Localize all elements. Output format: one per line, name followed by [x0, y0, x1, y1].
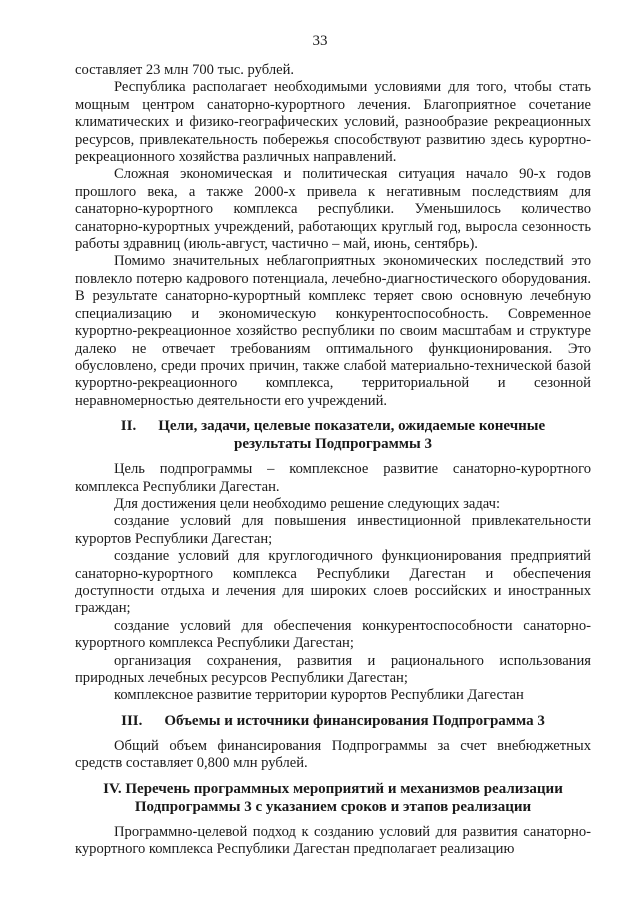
paragraph: Цель подпрограммы – комплексное развитие санаторно-курортного комплекса Республики Дагестан. — [75, 461, 591, 495]
section-heading-4 — [75, 780, 591, 816]
list-item: организация сохранения, развития и рационального использования природных лечебных ресурсов Республики Дагестан; — [75, 652, 591, 686]
paragraph: составляет 23 млн 700 тыс. рублей. — [75, 62, 295, 78]
paragraph: Для достижения цели необходимо решение следующих задач: — [114, 495, 501, 512]
section-number: III. — [121, 712, 143, 729]
section-number: II. — [120, 418, 137, 435]
section-title-cont: результаты Подпрограммы 3 — [234, 436, 432, 453]
paragraph: Помимо значительных неблагоприятных экономических последствий это повлекло потерю кадрового потенциала, лечебно-диагностического оборудования. В результате санаторно-курортный комплекс теряет свою основную лечебную специализацию и экономическую конкурентоспособность. Современное курортно-рекреационное хозяйство республики по своим масштабам и структуре далеко не отвечает требованиям оптимального функционирования. Это обусловлено, среди прочих причин, также слабой материально-технической базой курортно-рекреационного комплекса, территориальной и сезонной неравномерностью деятельности его учреждений. — [75, 253, 591, 409]
document-body — [75, 62, 591, 858]
page-number: 33 — [312, 33, 328, 49]
list-item: создание условий для обеспечения конкурентоспособности санаторно-курортного комплекса Республики Дагестан; — [75, 617, 591, 652]
paragraph: Сложная экономическая и политическая ситуация начало 90-х годов прошлого века, а также 2000-х привела к негативным последствиям для санаторно-курортного комплекса республики. Уменьшилось количество санаторно-курортных учреждений, работающих круглый год, выросла сезонность работы здравниц (июль-август, частично – май, июнь, сентябрь). — [75, 166, 591, 253]
section-title: IV. Перечень программных мероприятий и механизмов реализации — [103, 780, 563, 797]
section-heading-3 — [75, 712, 591, 730]
list-item: создание условий для круглогодичного функционирования предприятий санаторно-курортного комплекса Республики Дагестан и обеспечения доступности отдыха и лечения для широких слоев российских и иностранных граждан; — [75, 548, 591, 617]
section-title: Цели, задачи, целевые показатели, ожидаемые конечные — [158, 418, 546, 435]
section-heading-2 — [75, 417, 591, 453]
section-title-cont: Подпрограммы 3 с указанием сроков и этапов реализации — [134, 798, 532, 815]
section-title: Объемы и источники финансирования Подпрограмма 3 — [164, 712, 545, 729]
list-item: создание условий для повышения инвестиционной привлекательности курортов Республики Дагестан; — [75, 513, 591, 547]
paragraph: Программно-целевой подход к созданию условий для развития санаторно-курортного комплекса Республики Дагестан предполагает реализацию — [75, 823, 591, 858]
list-item: комплексное развитие территории курортов Республики Дагестан — [114, 687, 524, 704]
paragraph: Республика располагает необходимыми условиями для того, чтобы стать мощным центром санаторно-курортного лечения. Благоприятное сочетание климатических и физико-географических условий, разнообразие рекреационных ресурсов, привлекательность побережья способствуют развитию здесь курортно-рекреационного хозяйства различных направлений. — [75, 79, 591, 166]
paragraph: Общий объем финансирования Подпрограммы за счет внебюджетных средств составляет 0,800 млн рублей. — [75, 737, 591, 772]
